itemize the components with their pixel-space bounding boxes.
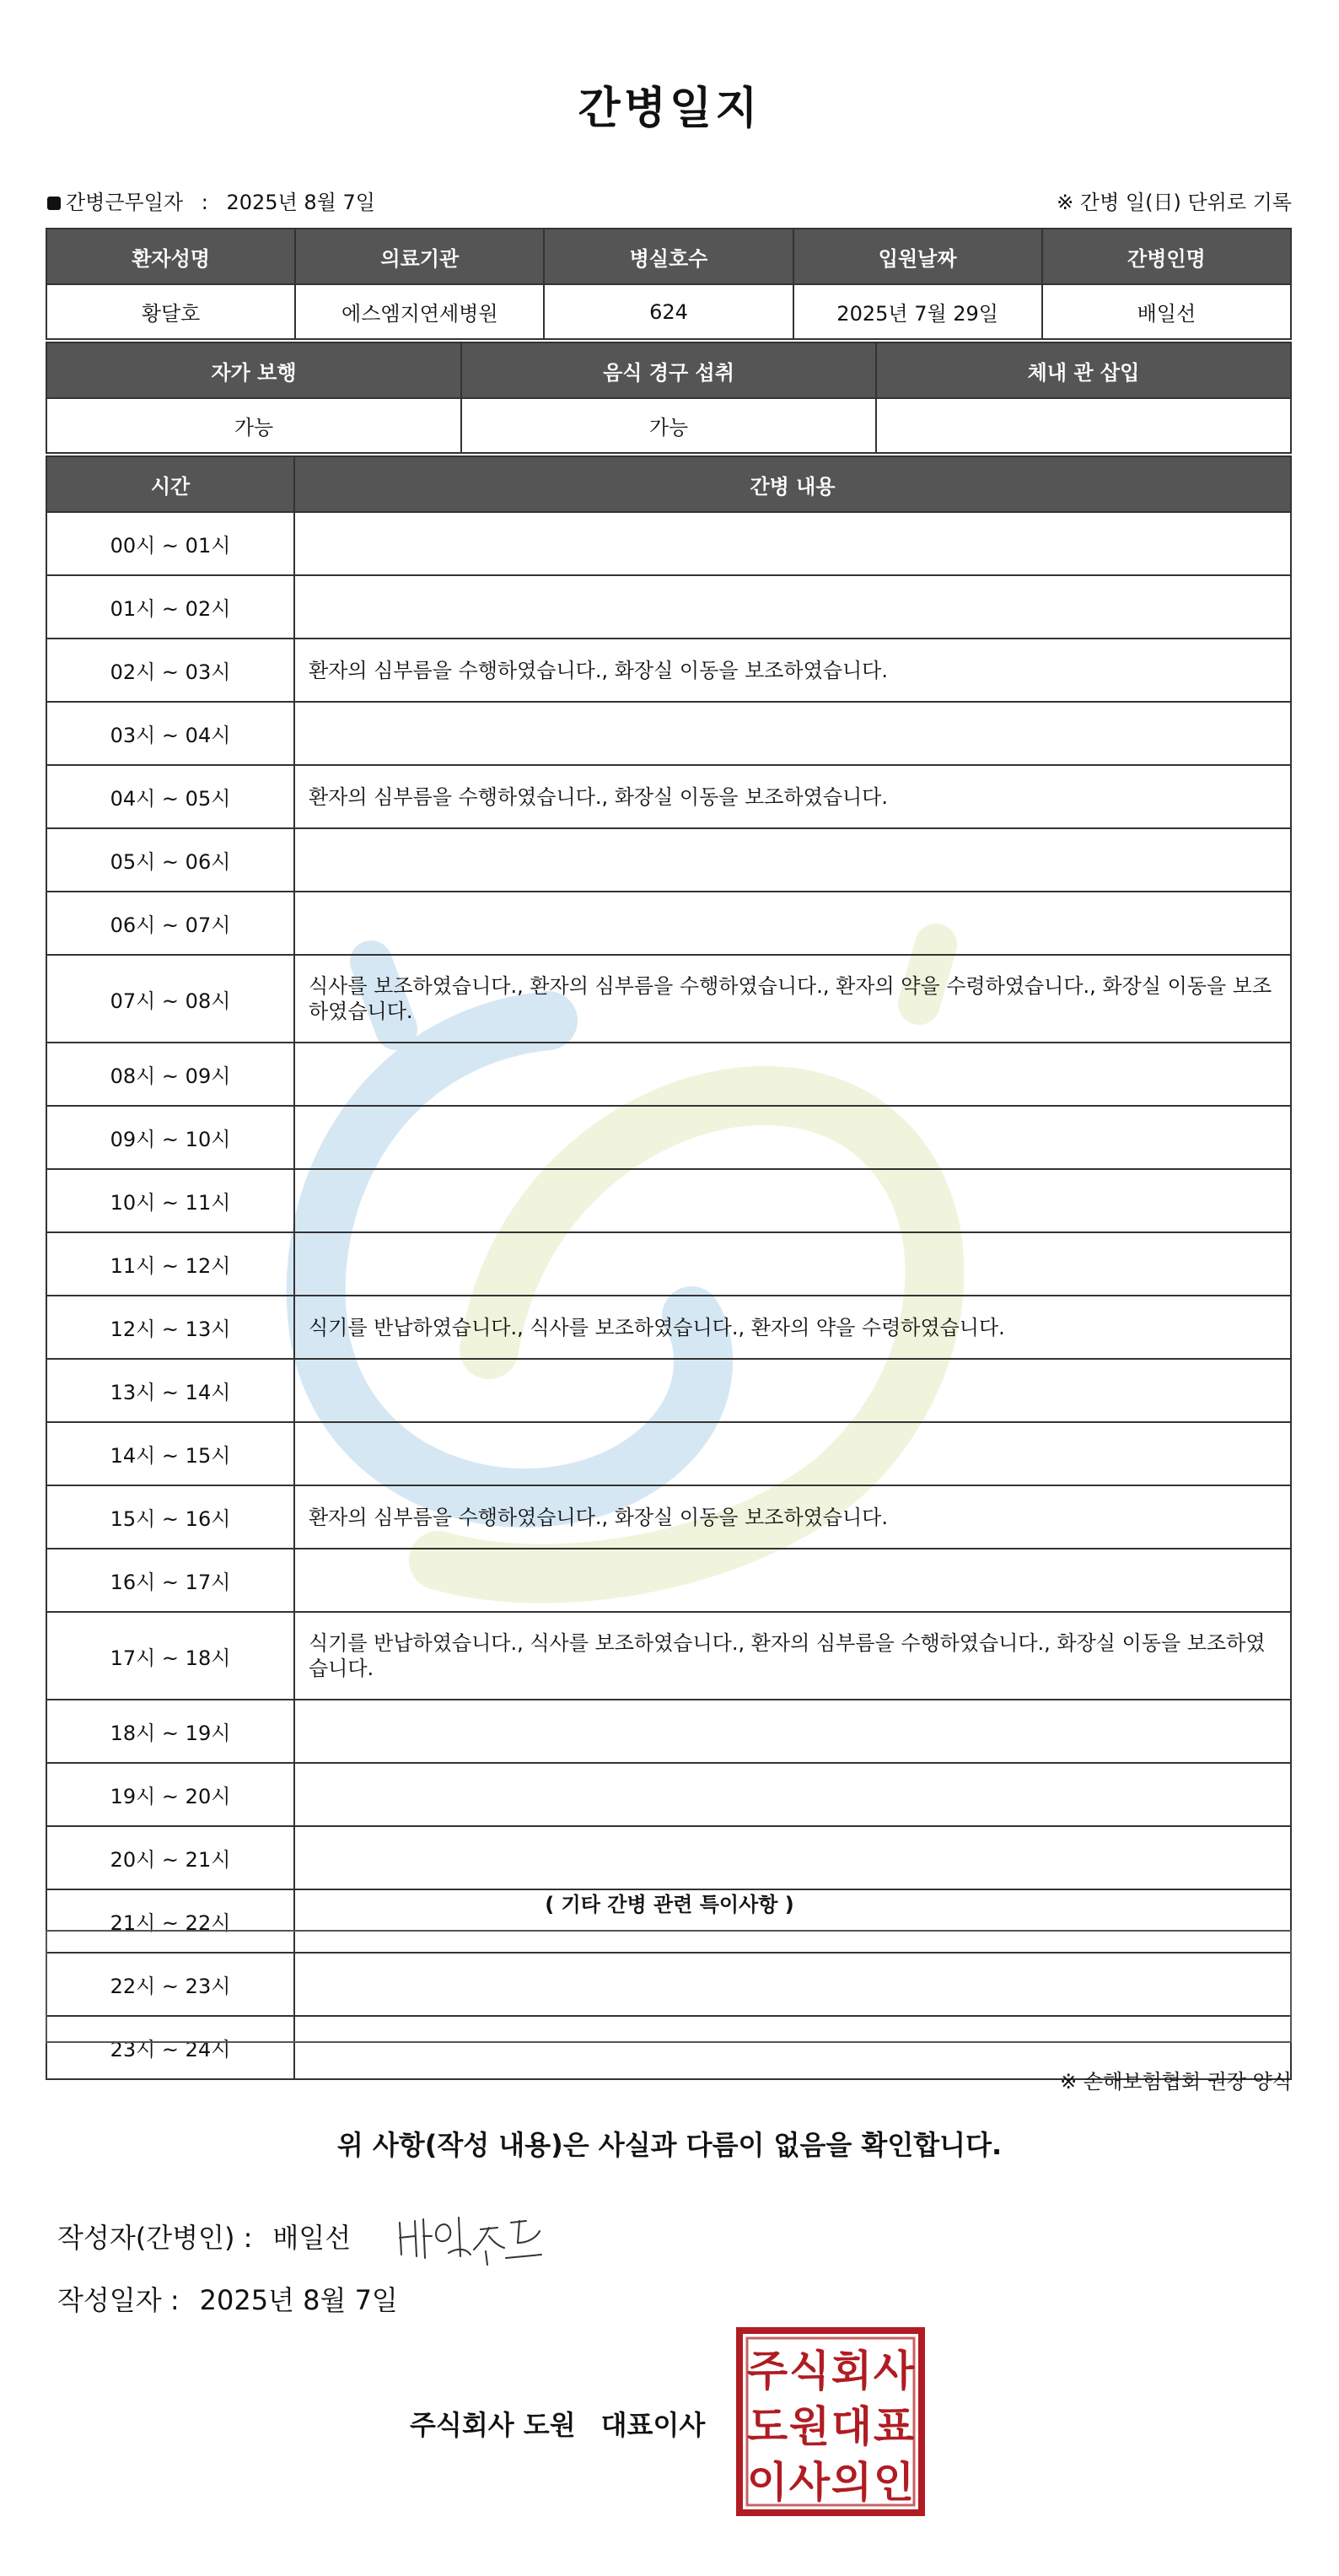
- log-time: 19시 ~ 20시: [46, 1763, 294, 1826]
- log-content: [294, 1169, 1291, 1232]
- log-time: 10시 ~ 11시: [46, 1169, 294, 1232]
- log-content: [294, 575, 1291, 639]
- log-time: 09시 ~ 10시: [46, 1106, 294, 1169]
- seal-character: 표: [873, 2402, 915, 2451]
- log-row: [46, 512, 1291, 575]
- log-row: [46, 1763, 1291, 1826]
- seal-character: 대: [831, 2402, 873, 2451]
- self-walking-value: 가능: [46, 398, 461, 453]
- seal-character: 의: [831, 2458, 873, 2507]
- log-row: [46, 828, 1291, 892]
- log-time: 02시 ~ 03시: [46, 639, 294, 702]
- log-row: [46, 1612, 1291, 1700]
- status-header-row: [46, 342, 1291, 398]
- log-time: 15시 ~ 16시: [46, 1485, 294, 1549]
- log-time: 07시 ~ 08시: [46, 955, 294, 1043]
- log-header-row: [46, 456, 1291, 512]
- log-row: [46, 765, 1291, 828]
- header-caregiver-name: 간병인명: [1042, 229, 1291, 284]
- log-row: [46, 1826, 1291, 1889]
- log-row: [46, 1485, 1291, 1549]
- log-time: 16시 ~ 17시: [46, 1549, 294, 1612]
- log-row: [46, 1043, 1291, 1106]
- hospital-name: 에스엠지연세병원: [295, 284, 544, 339]
- record-unit-note: ※ 간병 일(日) 단위로 기록: [1057, 191, 1292, 214]
- seal-character: 이: [746, 2458, 788, 2507]
- log-time: 05시 ~ 06시: [46, 828, 294, 892]
- seal-character: 도: [746, 2402, 788, 2451]
- patient-name: 황달호: [46, 284, 295, 339]
- log-content: [294, 1232, 1291, 1296]
- log-time: 14시 ~ 15시: [46, 1422, 294, 1485]
- write-date-line: [57, 2279, 398, 2318]
- representative-title: 대표이사: [600, 2409, 706, 2441]
- document-title: 간병일지: [578, 84, 761, 134]
- log-body: [46, 512, 1291, 2079]
- work-date-separator: :: [201, 191, 208, 214]
- log-content: [294, 1549, 1291, 1612]
- header-room-number: 병실호수: [544, 229, 793, 284]
- signature-image: [393, 2206, 545, 2269]
- seal-character: 사: [873, 2347, 915, 2395]
- log-row: [46, 1422, 1291, 1485]
- log-row: [46, 1359, 1291, 1422]
- log-content: [294, 1106, 1291, 1169]
- log-time: 04시 ~ 05시: [46, 765, 294, 828]
- work-date-value: 2025년 8월 7일: [226, 191, 375, 214]
- writer-name: 배일선: [272, 2222, 352, 2254]
- log-time: 17시 ~ 18시: [46, 1612, 294, 1700]
- log-content: [294, 1359, 1291, 1422]
- admission-date: 2025년 7월 29일: [793, 284, 1042, 339]
- header-tube-insertion: 체내 관 삽입: [876, 342, 1291, 398]
- log-content: 식기를 반납하였습니다., 식사를 보조하였습니다., 환자의 심부름을 수행하였습니다., 화장실 이동을 보조하였습니다.: [294, 1612, 1291, 1700]
- company-seal-stamp: [735, 2326, 926, 2517]
- seal-character: 식: [788, 2347, 831, 2395]
- log-row: [46, 1549, 1291, 1612]
- seal-character: 인: [873, 2458, 915, 2507]
- seal-character: 원: [788, 2402, 831, 2451]
- log-time: 00시 ~ 01시: [46, 512, 294, 575]
- company-name: 주식회사 도원: [410, 2409, 576, 2441]
- care-log-table: [46, 455, 1292, 2080]
- log-row: [46, 1700, 1291, 1763]
- log-content: [294, 828, 1291, 892]
- writer-label: 작성자(간병인) :: [57, 2222, 253, 2254]
- log-content: 환자의 심부름을 수행하였습니다., 화장실 이동을 보조하였습니다.: [294, 1485, 1291, 1549]
- log-time: 03시 ~ 04시: [46, 702, 294, 765]
- header-patient-name: 환자성명: [46, 229, 295, 284]
- caregiver-name: 배일선: [1042, 284, 1291, 339]
- bullet-square-icon: [47, 197, 61, 210]
- patient-info-table: [46, 228, 1292, 340]
- log-time: 23시 ~ 24시: [46, 2016, 294, 2079]
- log-row: [46, 1232, 1291, 1296]
- log-time: 01시 ~ 02시: [46, 575, 294, 639]
- writer-line: [57, 2217, 351, 2255]
- log-content: 환자의 심부름을 수행하였습니다., 화장실 이동을 보조하였습니다.: [294, 765, 1291, 828]
- log-content: 식기를 반납하였습니다., 식사를 보조하였습니다., 환자의 약을 수령하였습니다.: [294, 1296, 1291, 1359]
- status-value-row: [46, 398, 1291, 453]
- special-notes-box: [46, 1930, 1292, 2043]
- confirmation-statement: 위 사항(작성 내용)은 사실과 다름이 없음을 확인합니다.: [336, 2129, 1003, 2161]
- header-self-walking: 자가 보행: [46, 342, 461, 398]
- log-row: [46, 892, 1291, 955]
- log-content: [294, 1043, 1291, 1106]
- company-line: [410, 2404, 705, 2443]
- header-care-content: 간병 내용: [294, 456, 1291, 512]
- recommended-form-note: ※ 손해보험협회 권장 양식: [1060, 2070, 1292, 2094]
- notes-title: ( 기타 간병 관련 특이사항 ): [545, 1893, 794, 1916]
- log-content: 환자의 심부름을 수행하였습니다., 화장실 이동을 보조하였습니다.: [294, 639, 1291, 702]
- log-row: [46, 702, 1291, 765]
- header-hospital: 의료기관: [295, 229, 544, 284]
- work-date-line: [47, 186, 375, 215]
- write-date-label: 작성일자 :: [57, 2284, 180, 2316]
- log-row: [46, 639, 1291, 702]
- log-content: [294, 1422, 1291, 1485]
- write-date-value: 2025년 8월 7일: [199, 2284, 398, 2316]
- log-time: 06시 ~ 07시: [46, 892, 294, 955]
- header-admission-date: 입원날짜: [793, 229, 1042, 284]
- header-oral-intake: 음식 경구 섭취: [461, 342, 876, 398]
- log-time: 12시 ~ 13시: [46, 1296, 294, 1359]
- log-content: [294, 1763, 1291, 1826]
- log-row: [46, 1106, 1291, 1169]
- log-time: 11시 ~ 12시: [46, 1232, 294, 1296]
- log-content: [294, 892, 1291, 955]
- room-number: 624: [544, 284, 793, 339]
- log-content: [294, 512, 1291, 575]
- log-row: [46, 955, 1291, 1043]
- patient-status-table: [46, 342, 1292, 454]
- seal-character: 사: [788, 2458, 831, 2507]
- log-content: [294, 702, 1291, 765]
- log-row: [46, 1169, 1291, 1232]
- tube-insertion-value: [876, 398, 1291, 453]
- log-time: 21시 ~ 22시: [46, 1889, 294, 1953]
- seal-character: 주: [746, 2347, 788, 2395]
- log-time: 22시 ~ 23시: [46, 1953, 294, 2016]
- seal-character: 회: [831, 2347, 873, 2395]
- log-content: 식사를 보조하였습니다., 환자의 심부름을 수행하였습니다., 환자의 약을 수령하였습니다., 화장실 이동을 보조하였습니다.: [294, 955, 1291, 1043]
- log-row: [46, 575, 1291, 639]
- log-content: [294, 1826, 1291, 1889]
- patient-value-row: [46, 284, 1291, 339]
- log-time: 13시 ~ 14시: [46, 1359, 294, 1422]
- log-content: [294, 1700, 1291, 1763]
- log-row: [46, 1296, 1291, 1359]
- oral-intake-value: 가능: [461, 398, 876, 453]
- header-time: 시간: [46, 456, 294, 512]
- log-time: 18시 ~ 19시: [46, 1700, 294, 1763]
- patient-header-row: [46, 229, 1291, 284]
- log-time: 20시 ~ 21시: [46, 1826, 294, 1889]
- log-time: 08시 ~ 09시: [46, 1043, 294, 1106]
- work-date-label: 간병근무일자: [66, 191, 184, 214]
